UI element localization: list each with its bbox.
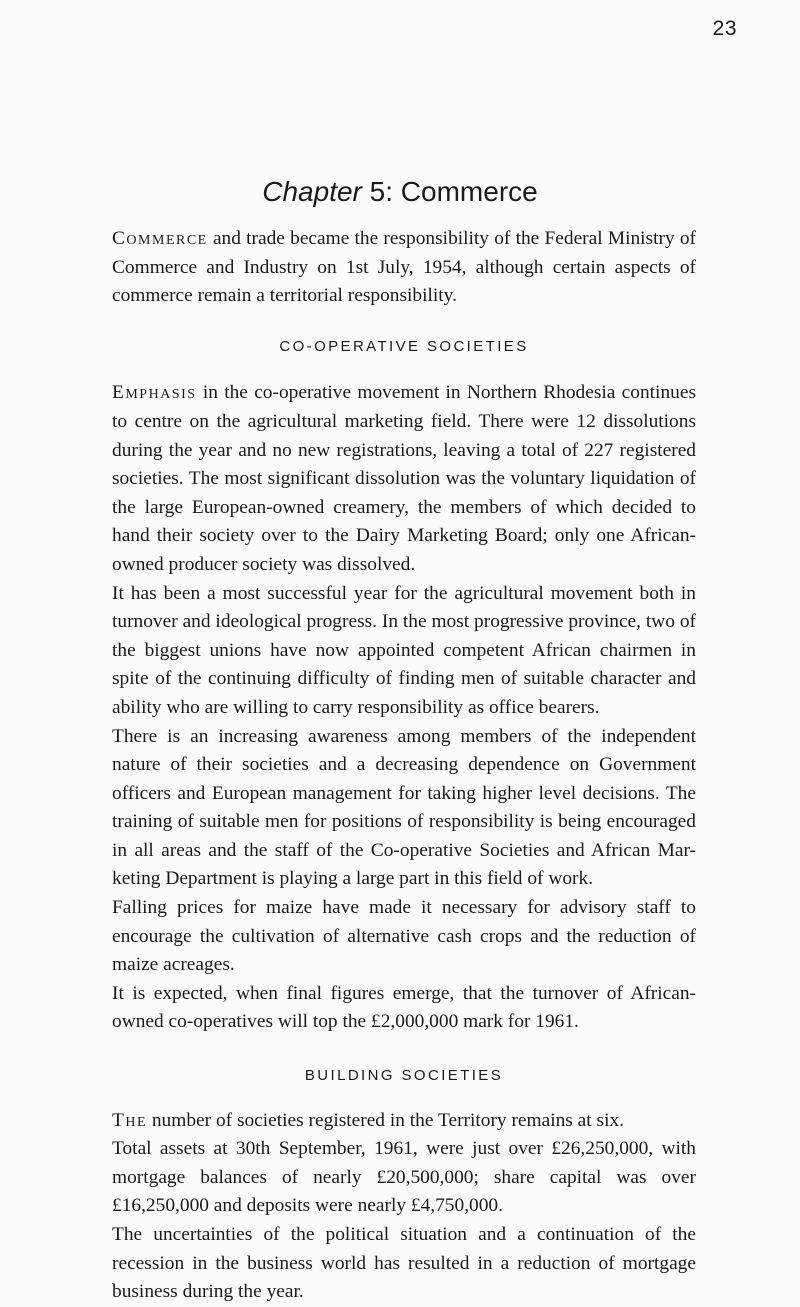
intro-paragraph: [112, 225, 696, 311]
building-paragraph-3: The uncertainties of the political situation and a continuation of the recession in the business world has resulted in a reduction of mortgage business during the year.: [112, 1224, 696, 1303]
building-lead-word: The: [112, 1109, 148, 1131]
building-paragraph-1: [112, 1107, 696, 1136]
section-heading-building: BUILDING SOCIETIES: [304, 1067, 504, 1085]
cooperative-paragraph-3: There is an increasing awareness among members of the independent nature of their societies and a decreasing dependence on Government officers and European management for taking higher level decisions. The training of suitable men for positions of responsibility is being encouraged in all areas and the staff of the Co-operative Societies and African Mar-keting Department is playing a large part in this field of work.: [112, 725, 696, 890]
page-number: 23: [712, 17, 737, 40]
cooperative-paragraph-5: It is expected, when final figures emerge, that the turnover of African-owned co-operatives will top the £2,000,000 mark for 1961.: [112, 982, 696, 1033]
building-paragraph-2: Total assets at 30th September, 1961, were just over £26,250,000, with mortgage balances of nearly £20,500,000; share capital was over £16,250,000 and deposits were nearly £4,750,000.: [112, 1138, 696, 1217]
chapter-label: Chapter: [262, 176, 362, 207]
cooperative-p1-text: in the co-operative movement in Northern Rhodesia continues to centre on the agricultural marketing field. There were 12 dissolutions during the year and no new registrations, leaving a total of 227 registered societies. The most significant dissolution was the voluntary liquidation of the large European-owned creamery, the members of which decided to hand their society over to the Dairy Marketing Board; only one African-owned producer society was dissolved.: [112, 382, 696, 575]
chapter-title: [0, 176, 800, 208]
section-heading-cooperative: CO-OPERATIVE SOCIETIES: [279, 337, 529, 355]
cooperative-paragraph-2: It has been a most successful year for the agricultural movement both in turnover and ideological progress. In the most progressive province, two of the biggest unions have now appointed competent African chairmen in spite of the continuing difficulty of finding men of suitable character and ability who are willing to carry responsibility as office bearers.: [112, 582, 696, 718]
page-content: [112, 225, 696, 1307]
chapter-number-title: 5: Commerce: [369, 176, 538, 207]
intro-lead-word: Commerce: [112, 228, 208, 249]
cooperative-paragraph-1: [112, 379, 696, 579]
cooperative-lead-word: Emphasis: [112, 382, 197, 404]
cooperative-paragraph-4: Falling prices for maize have made it necessary for advisory staff to encourage the cultivation of alternative cash crops and the reduction of maize acreages.: [112, 897, 696, 976]
intro-text: and trade became the responsibility of the Federal Ministry of Commerce and Industry on 1st July, 1954, although certain aspects of commerce remain a territorial responsibility.: [112, 228, 696, 307]
building-p1-text: number of societies registered in the Territory remains at six.: [147, 1109, 624, 1131]
